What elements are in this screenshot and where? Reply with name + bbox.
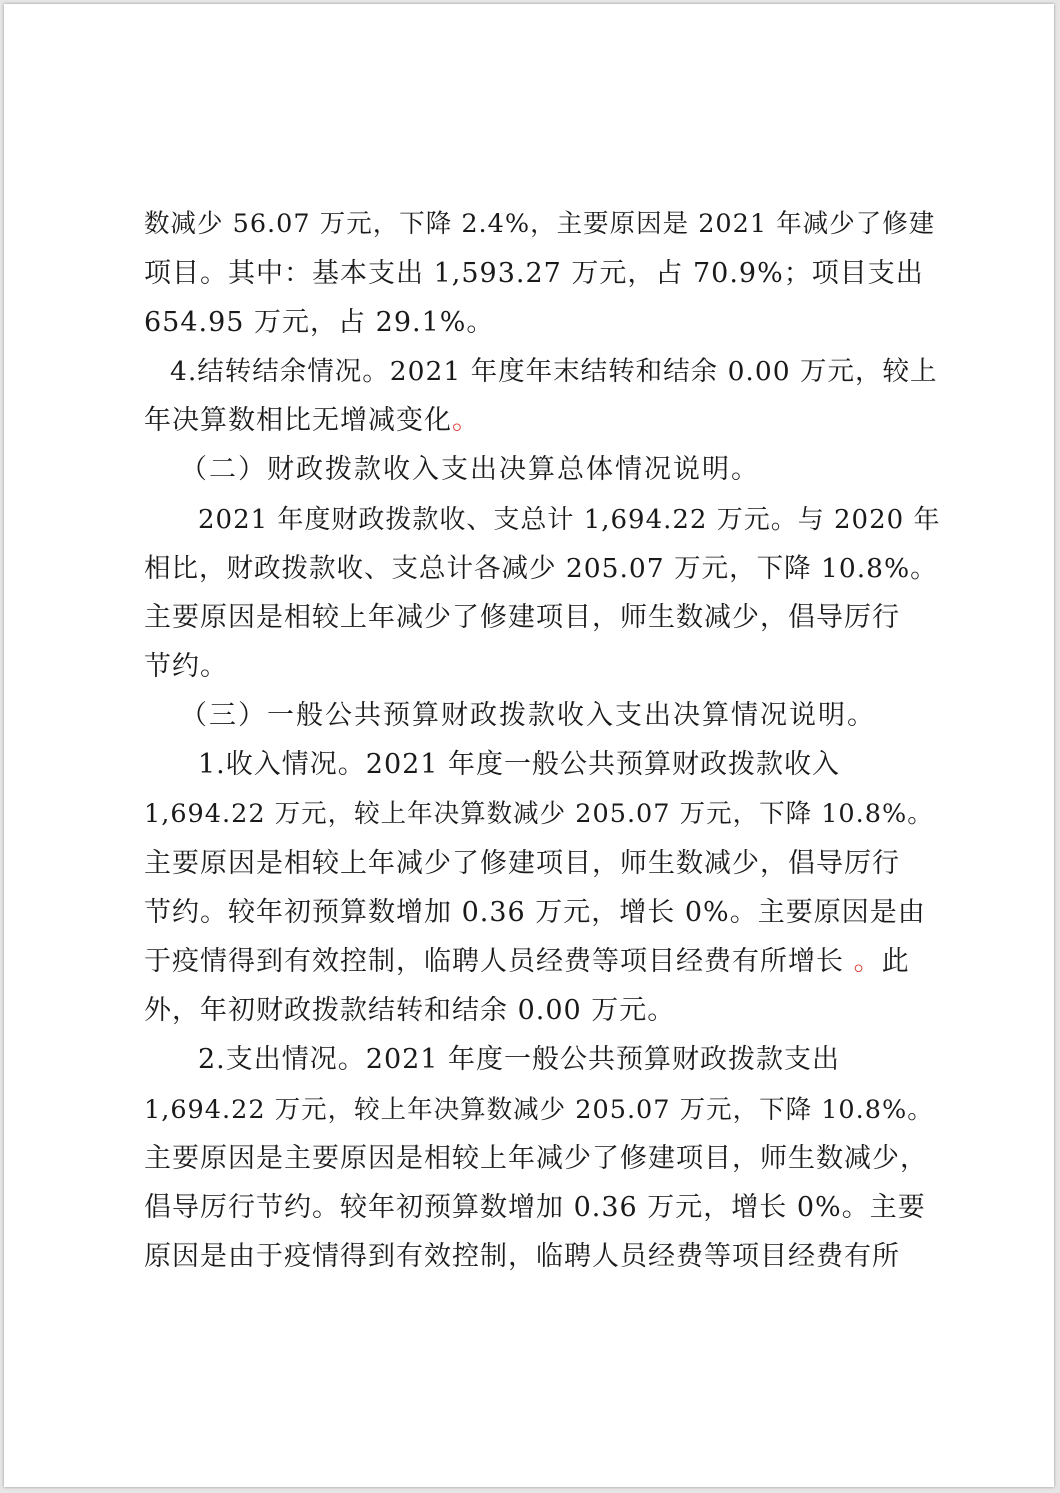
red-edit-mark: 。 (853, 946, 882, 977)
paragraph-line: 节约。较年初预算数增加 0.36 万元，增长 0%。主要原因是由 (144, 897, 926, 928)
paragraph-line: 2021 年度财政拨款收、支总计 1,694.22 万元。与 2020 年 (198, 505, 941, 535)
paragraph-line: 1,694.22 万元，较上年决算数减少 205.07 万元，下降 10.8%。 (144, 799, 934, 829)
section-heading: （三）一般公共预算财政拨款收入支出决算情况说明。 (180, 700, 876, 731)
paragraph-line: 1,694.22 万元，较上年决算数减少 205.07 万元，下降 10.8%。 (144, 1095, 934, 1125)
red-edit-mark: 。 (452, 405, 480, 436)
paragraph-line: 2.支出情况。2021 年度一般公共预算财政拨款支出 (198, 1044, 841, 1075)
paragraph-line: 主要原因是相较上年减少了修建项目，师生数减少，倡导厉行 (144, 848, 900, 879)
paragraph-line: 数减少 56.07 万元，下降 2.4%，主要原因是 2021 年减少了修建 (144, 209, 936, 239)
line-text: 此 (881, 946, 910, 977)
paragraph-line (144, 401, 480, 441)
paragraph-line: 项目。其中：基本支出 1,593.27 万元，占 70.9%；项目支出 (144, 258, 924, 289)
paragraph-line: 654.95 万元，占 29.1%。 (144, 307, 495, 338)
paragraph-line: 1.收入情况。2021 年度一般公共预算财政拨款收入 (198, 749, 841, 780)
line-text: 年决算数相比无增减变化 (144, 405, 452, 436)
paragraph-line: 节约。 (144, 651, 228, 682)
paragraph-line: 倡导厉行节约。较年初预算数增加 0.36 万元，增长 0%。主要 (144, 1192, 926, 1223)
paragraph-line: 4.结转结余情况。2021 年度年末结转和结余 0.00 万元，较上 (170, 356, 938, 387)
document-page (4, 4, 1054, 1487)
line-text: 于疫情得到有效控制，临聘人员经费等项目经费有所增长 (144, 946, 854, 977)
paragraph-line: 原因是由于疫情得到有效控制，临聘人员经费等项目经费有所 (144, 1241, 900, 1272)
paragraph-line: 相比，财政拨款收、支总计各减少 205.07 万元，下降 10.8%。 (144, 553, 938, 584)
paragraph-line: 主要原因是相较上年减少了修建项目，师生数减少，倡导厉行 (144, 602, 900, 633)
section-heading: （二）财政拨款收入支出决算总体情况说明。 (180, 454, 760, 485)
paragraph-line: 外，年初财政拨款结转和结余 0.00 万元。 (144, 995, 676, 1026)
paragraph-line: 主要原因是主要原因是相较上年减少了修建项目，师生数减少， (144, 1143, 928, 1174)
paragraph-line (144, 942, 910, 982)
